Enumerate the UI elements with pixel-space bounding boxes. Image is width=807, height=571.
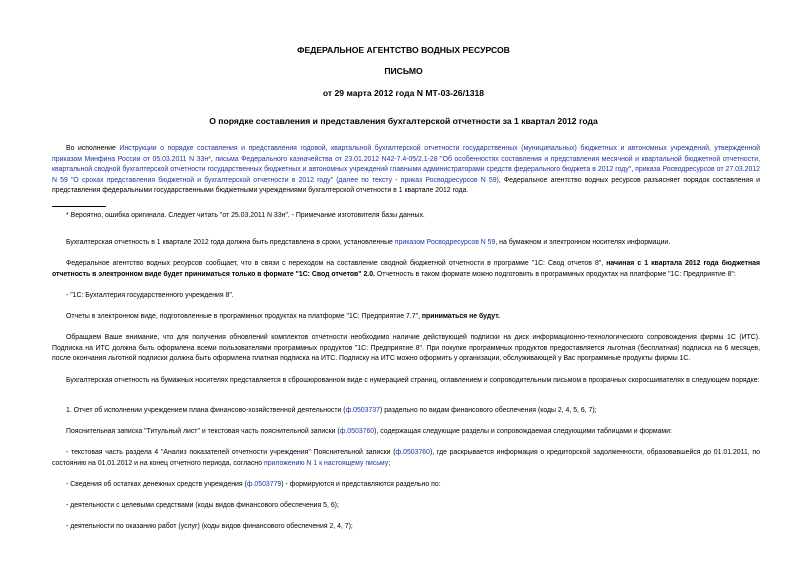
text-run: Отчеты в электронном виде, подготовленные в программных продуктах на платформе "1С: Предприятие 7.7",: [66, 313, 422, 320]
text-run: ), содержащая следующие разделы и сопровождаемая следующими таблицами и формами:: [374, 428, 672, 435]
text-run: Федеральное агентство водных ресурсов сообщает, что в связи с переходом на составление сводной бюджетной отчетности в программе "1С: Свод отчетов 8",: [66, 260, 607, 267]
list-item-services: - деятельности по оказанию работ (услуг) (коды видов финансового обеспечения 2, 4, 7);: [66, 523, 353, 530]
paragraph-1c-77: [52, 312, 760, 323]
agency-heading: ФЕДЕРАЛЬНОЕ АГЕНТСТВО ВОДНЫХ РЕСУРСОВ: [297, 45, 510, 55]
text-run: - текстовая часть раздела 4 "Анализ показателей отчетности учреждения" Пояснительной записки (: [66, 449, 396, 456]
footnote: * Вероятно, ошибка оригинала. Следует читать "от 25.03.2011 N 33н". - Примечание изготовителя базы данных.: [66, 212, 425, 219]
document-title: О порядке составления и представления бухгалтерской отчетности за 1 квартал 2012 года: [209, 116, 598, 126]
text-run: , Федеральное агентство водных ресурсов разъясняет порядок составления и представления федеральными государственными бюджетными учреждениями бухгалтерской отчетности в 1 квартале 2012 года.: [52, 176, 760, 195]
text-run: - Сведения об остатках денежных средств учреждения (: [66, 481, 247, 488]
footnote-separator: [52, 206, 106, 207]
paragraph-its-subscription: Обращаем Ваше внимание, что для получения обновлений комплектов отчетности необходимо наличие действующей подписки на диск информационно-технологического сопровождения фирмы 1С (ИТС). Подписка на ИТС должна быть оформлена всеми пользователями программных продуктов "1С: Предприятие 8". При покупке программных продуктов предоставляется льготная (бесплатная) подписка на 6 месяцев, после окончания льготной подписки должна быть оформлена платная подписка на ИТС. Подписку на ИТС можно оформить у организации, обслуживающей у Вас программные продукты фирмы 1С.: [52, 334, 760, 363]
text-run: 1. Отчет об исполнении учреждением плана финансово-хозяйственной деятельности (: [66, 407, 346, 414]
link-form-0503760[interactable]: ф.0503760: [339, 428, 375, 435]
intro-paragraph: [52, 144, 760, 197]
link-order-59[interactable]: приказом Росводресурсов N 59: [394, 239, 496, 246]
list-item-cash-balances: [52, 480, 760, 491]
link-form-0503760[interactable]: ф.0503760: [395, 449, 430, 456]
list-item-section-4: [52, 448, 760, 469]
link-appendix-1[interactable]: приложению N 1 к настоящему письму: [263, 459, 389, 467]
link-order-59[interactable]: приказа Росводресурсов от 27.03.2012 N 59 "О сроках представления бюджетной и бухгалтерской отчетности в 2012 году" (далее по тексту - приказ Росводресурсов N 59): [52, 166, 760, 184]
paragraph-paper-order: Бухгалтерская отчетность на бумажных носителях представляется в сброшюрованном виде с нумерацией страниц, оглавлением и сопроводительным письмом в прозрачных скоросшивателях в следующем порядке:: [66, 377, 760, 384]
bold-text: приниматься не будут.: [421, 313, 500, 320]
text-run: ,: [210, 155, 216, 163]
bold-text: начиная с 1 квартала 2012 года бюджетная отчетность в электронном виде будет приниматься только в формате "1С: Свод отчетов" 2.0.: [52, 260, 760, 278]
list-item-report-0503737: [52, 406, 760, 417]
link-form-0503779[interactable]: ф.0503779: [246, 481, 282, 488]
date-number-heading: от 29 марта 2012 года N МТ-03-26/1318: [322, 88, 485, 98]
text-run: Бухгалтерская отчетность в 1 квартале 2012 года должна быть представлена в сроки, установленные: [66, 239, 395, 246]
list-item-target-funds: - деятельности с целевыми средствами (коды видов финансового обеспечения 5, 6);: [66, 502, 339, 509]
link-form-0503737[interactable]: ф.0503737: [345, 407, 380, 414]
link-treasury-letter[interactable]: письма Федерального казначейства от 23.01.2012 N42-7.4-05/2.1-28 "Об особенностях составления и представления месячной и квартальной бюджетной отчетности, квартальной сводной бухгалтерской отчетности государственных бюджетных и автономных учреждений главными администраторами средств федерального бюджета в 2012 году": [52, 155, 760, 174]
document-type-heading: ПИСЬМО: [384, 66, 423, 76]
text-run: ) раздельно по видам финансового обеспечения (коды 2, 4, 5, 6, 7);: [379, 407, 597, 414]
text-run: Отчетность в таком формате можно подготовить в программных продуктах на платформе "1С: Предприятие 8":: [374, 270, 736, 278]
text-run: ), где раскрывается информация о кредиторской задолженности, образовавшейся до 01.01.2011, по состоянию на 01.01.2012 и на конец отчетного периода, согласно: [52, 449, 760, 467]
paragraph-1c-format: [52, 259, 760, 280]
text-run: , на бумажном и электронном носителях информации.: [495, 239, 671, 246]
paragraph-deadlines: [52, 238, 760, 249]
list-item-1c-accounting: - "1С: Бухгалтерия государственного учреждения 8".: [66, 292, 234, 299]
text-run: ) - формируются и представляются раздельно по:: [281, 481, 441, 488]
text-run: ;: [388, 459, 391, 467]
link-instruction-33n[interactable]: Инструкции о порядке составления и представления годовой, квартальной бухгалтерской отчетности государственных (муниципальных) бюджетных и автономных учреждений, утвержденной приказом Минфина России от 05.03.2011 N 33н*: [52, 145, 760, 163]
text-run: Во исполнение: [66, 145, 120, 152]
paragraph-explanatory-note: [52, 427, 760, 438]
text-run: ,: [631, 166, 636, 174]
text-run: Пояснительная записка "Титульный лист" и текстовая часть пояснительной записки (: [66, 428, 340, 435]
